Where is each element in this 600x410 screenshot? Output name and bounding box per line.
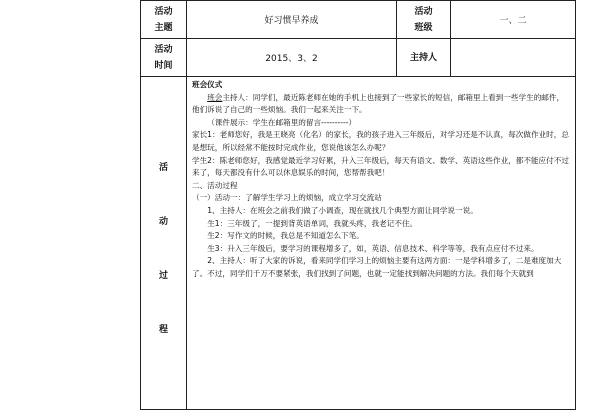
section-title-ceremony: 班会仪式 [192, 80, 223, 89]
time-label: 活动 时间 [141, 39, 187, 77]
paragraph-parent-1: 家长1：老师您好，我是王晓亮（化名）的家长，我的孩子进入三年级后，对学习还是不认真，每次做作业时，总是想玩，所以经常不能按时完成作业，您说他该怎么办呢？ [192, 130, 569, 152]
process-label-char: 动 [158, 216, 168, 227]
activity-plan-table [140, 0, 576, 410]
item-1: 1、主持人：在班会之前我们做了小调查，现在就找几个典型方面让同学说一说。 [207, 205, 478, 215]
class-value: 一、二 [451, 1, 576, 39]
topic-row [141, 1, 576, 39]
class-label: 活动 班级 [397, 1, 451, 39]
time-value: 2015、3、2 [187, 39, 397, 77]
host-label: 主持人 [397, 39, 451, 77]
process-label-char: 过 [158, 270, 168, 281]
activity-plan-document [140, 0, 575, 400]
paragraph-host-intro: 班会主持人：同学们，最近陈老师在她的手机上也接到了一些家长的短信，邮箱里上看到一些学生的邮件，他们诉说了自己的一些烦恼。我们一起来关注一下。 [192, 92, 565, 115]
process-label-char: 活 [158, 162, 168, 173]
paragraph-student-2: 学生2：陈老师您好，我感觉最近学习好累，升入三年级后，每天有语文、数学、英语这些作业，都不能应付不过来了，每天都没有什么可以休息娱乐的时间，您帮帮我吧！ [192, 155, 569, 178]
process-label [141, 77, 187, 410]
section-title-process: 二、活动过程 [192, 180, 238, 190]
paragraph-courseware: （课件展示：学生在邮箱里的留言----------） [207, 117, 357, 127]
student-3: 生3：升入三年级后，要学习的课程增多了，如，英语、信息技术、科学等等，我有点应付不过来。 [207, 243, 539, 253]
process-row [141, 77, 576, 410]
item-2: 2、主持人：听了大家的诉说，看来同学们学习上的烦恼主要有这两方面：一是学科增多了，二是难度加大了。不过，同学们千万不要紧张，我们找到了问题，也就一定能找到解决问题的方法。我们每个天就到 [192, 256, 562, 278]
topic-value: 好习惯早养成 [187, 1, 397, 39]
student-2: 生2：写作文的时候，我总是不知道怎么下笔。 [207, 231, 364, 241]
process-label-char: 程 [158, 324, 168, 335]
student-1: 生1：三年级了，一提到背英语单词，我就头疼，我老记不住。 [207, 218, 418, 228]
process-content [187, 77, 576, 410]
activity-1-title: （一）活动一：了解学生学习上的烦恼，成立学习交流站 [192, 193, 382, 203]
topic-label: 活动 主题 [141, 1, 187, 39]
host-value [451, 39, 576, 77]
time-row [141, 39, 576, 77]
